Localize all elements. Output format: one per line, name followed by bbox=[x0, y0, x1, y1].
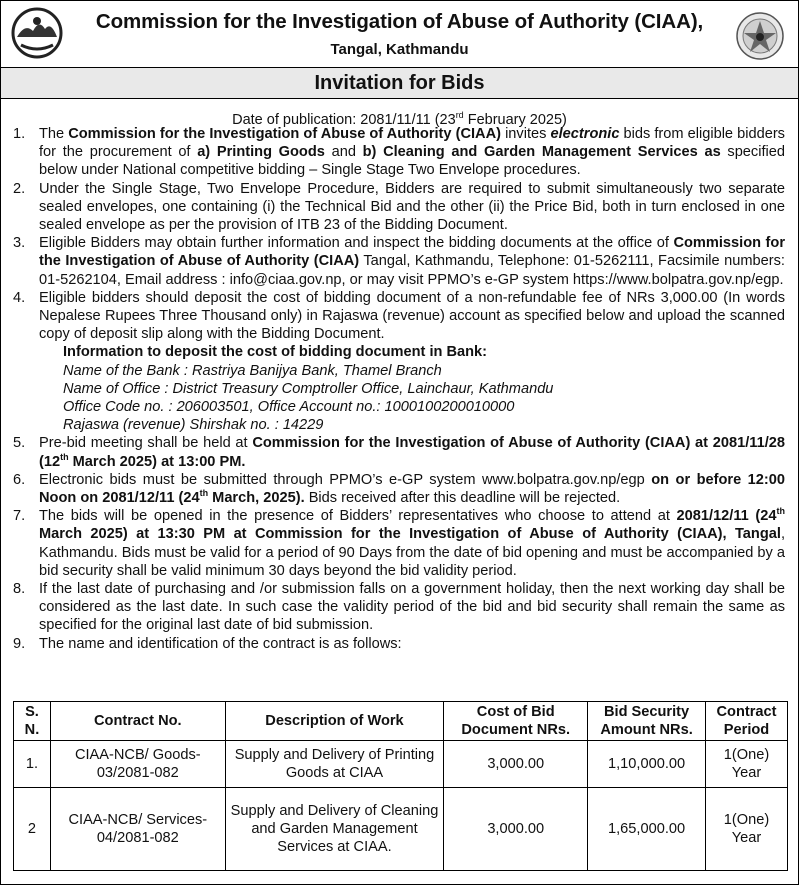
cell-contract-period: 1(One) Year bbox=[706, 788, 788, 871]
list-item-3: 3. Eligible Bidders may obtain further information and inspect the bidding documents at the office of Commission for the Investigation of Abuse of Authority (CIAA) Tangal, Kathmandu, Telephone: 01-5262111, Facsimile numbers: 01-5262104, Email address : info@ciaa.gov.np, or may visit PPMO’s e-GP system https://www.bolpatra.gov.np/egp. bbox=[13, 235, 785, 288]
cell-contract-period: 1(One) Year bbox=[706, 741, 788, 788]
cell-cost: 3,000.00 bbox=[444, 788, 588, 871]
page-title: Commission for the Investigation of Abuse of Authority (CIAA), bbox=[95, 10, 704, 33]
ciaa-seal-logo bbox=[735, 11, 785, 61]
header bbox=[1, 1, 798, 67]
cell-sn: 2 bbox=[14, 788, 51, 871]
invitation-banner: Invitation for Bids bbox=[1, 67, 798, 99]
bank-info-heading: Information to deposit the cost of bidding document in Bank: bbox=[63, 344, 488, 361]
header-contract-no: Contract No. bbox=[50, 702, 225, 741]
cell-bid-security: 1,10,000.00 bbox=[588, 741, 706, 788]
bank-name: Name of the Bank : Rastriya Banijya Bank, Thamel Branch bbox=[63, 362, 442, 379]
table-header-row bbox=[14, 702, 788, 741]
list-item-6: 6. Electronic bids must be submitted through PPMO’s e-GP system www.bolpatra.gov.np/egp on or before 12:00 Noon on 2081/12/11 (24th March, 2025). Bids received after this deadline will be rejected. bbox=[13, 471, 785, 507]
cell-description: Supply and Delivery of Cleaning and Garden Management Services at CIAA. bbox=[225, 788, 444, 871]
header-description: Description of Work bbox=[225, 702, 444, 741]
cell-cost: 3,000.00 bbox=[444, 741, 588, 788]
header-bid-security: Bid Security Amount NRs. bbox=[588, 702, 706, 741]
bank-info bbox=[39, 343, 785, 434]
office-code: Office Code no. : 206003501, Office Account no.: 1000100200010000 bbox=[63, 399, 515, 416]
header-contract-period: Contract Period bbox=[706, 702, 788, 741]
list-item-1: 1. The Commission for the Investigation of Abuse of Authority (CIAA) invites electronic bids from eligible bidders for the procurement of a) Printing Goods and b) Cleaning and Garden Management Services as specified below under National competitive bidding – Single Stage Two Envelope procedures. bbox=[13, 126, 785, 179]
header-cost: Cost of Bid Document NRs. bbox=[444, 702, 588, 741]
cell-bid-security: 1,65,000.00 bbox=[588, 788, 706, 871]
revenue-shirshak: Rajaswa (revenue) Shirshak no. : 14229 bbox=[63, 417, 324, 434]
list-item-5: 5. Pre-bid meeting shall be held at Commission for the Investigation of Abuse of Authority (CIAA) at 2081/11/28 (12th March 2025) at 13:00 PM. bbox=[13, 435, 785, 470]
page-subtitle: Tangal, Kathmandu bbox=[330, 41, 469, 58]
office-name: Name of Office : District Treasury Comptroller Office, Lainchaur, Kathmandu bbox=[63, 380, 554, 397]
cell-description: Supply and Delivery of Printing Goods at CIAA bbox=[225, 741, 444, 788]
cell-contract-no: CIAA-NCB/ Services-04/2081-082 bbox=[50, 788, 225, 871]
list-item-9: 9. The name and identification of the contract is as follows: bbox=[13, 635, 402, 652]
header-sn: S. N. bbox=[14, 702, 51, 741]
table-row bbox=[14, 788, 788, 871]
notice-items bbox=[13, 125, 785, 653]
contracts-table bbox=[13, 701, 788, 871]
list-item-2: 2. Under the Single Stage, Two Envelope Procedure, Bidders are required to submit simultaneously two separate sealed envelopes, one containing (i) the Technical Bid and the other (ii) the Price Bid, both in turn enclosed in one sealed envelope as per the provision of ITB 23 of the Bidding Document. bbox=[13, 180, 785, 234]
table-row bbox=[14, 741, 788, 788]
list-item-4: 4. Eligible bidders should deposit the cost of bidding document of a non-refundable fee of NRs 3,000.00 (In words Nepalese Rupees Three Thousand only) in Rajaswa (revenue) account as specified below and upload the scanned copy of deposit slip along with the Bidding Document. Information to deposit the cost of bidding document in Bank: Name of the Bank : Rastriya Banijya Bank, Thamel Branch Name of Office : District Treasury Comptroller Office, Lainchaur, Kathmandu Office Code no. : 206003501, Office Account no.: 1000100200010000 Rajaswa (revenue) Shirshak no. : 14229 bbox=[13, 289, 785, 434]
list-item-7: 7. The bids will be opened in the presence of Bidders’ representatives who choose to attend at 2081/12/11 (24th March 2025) at 13:30 PM at Commission for the Investigation of Abuse of Authority (CIAA), Tangal, Kathmandu. Bids must be valid for a period of 90 Days from the date of bid opening and must be accompanied by a bid security shall be valid minimum 30 days beyond the bid validity period. bbox=[13, 506, 785, 579]
cell-contract-no: CIAA-NCB/ Goods-03/2081-082 bbox=[50, 741, 225, 788]
nepal-emblem-logo bbox=[11, 7, 63, 59]
list-item-8: 8. If the last date of purchasing and /or submission falls on a government holiday, then the next working day shall be considered as the last date. In such case the validity period of the bid and bid security shall remain the same as specified for the original last date of bid submission. bbox=[13, 581, 785, 634]
publication-date: Date of publication: 2081/11/11 (23rd February 2025) bbox=[232, 110, 567, 128]
cell-sn: 1. bbox=[14, 741, 51, 788]
